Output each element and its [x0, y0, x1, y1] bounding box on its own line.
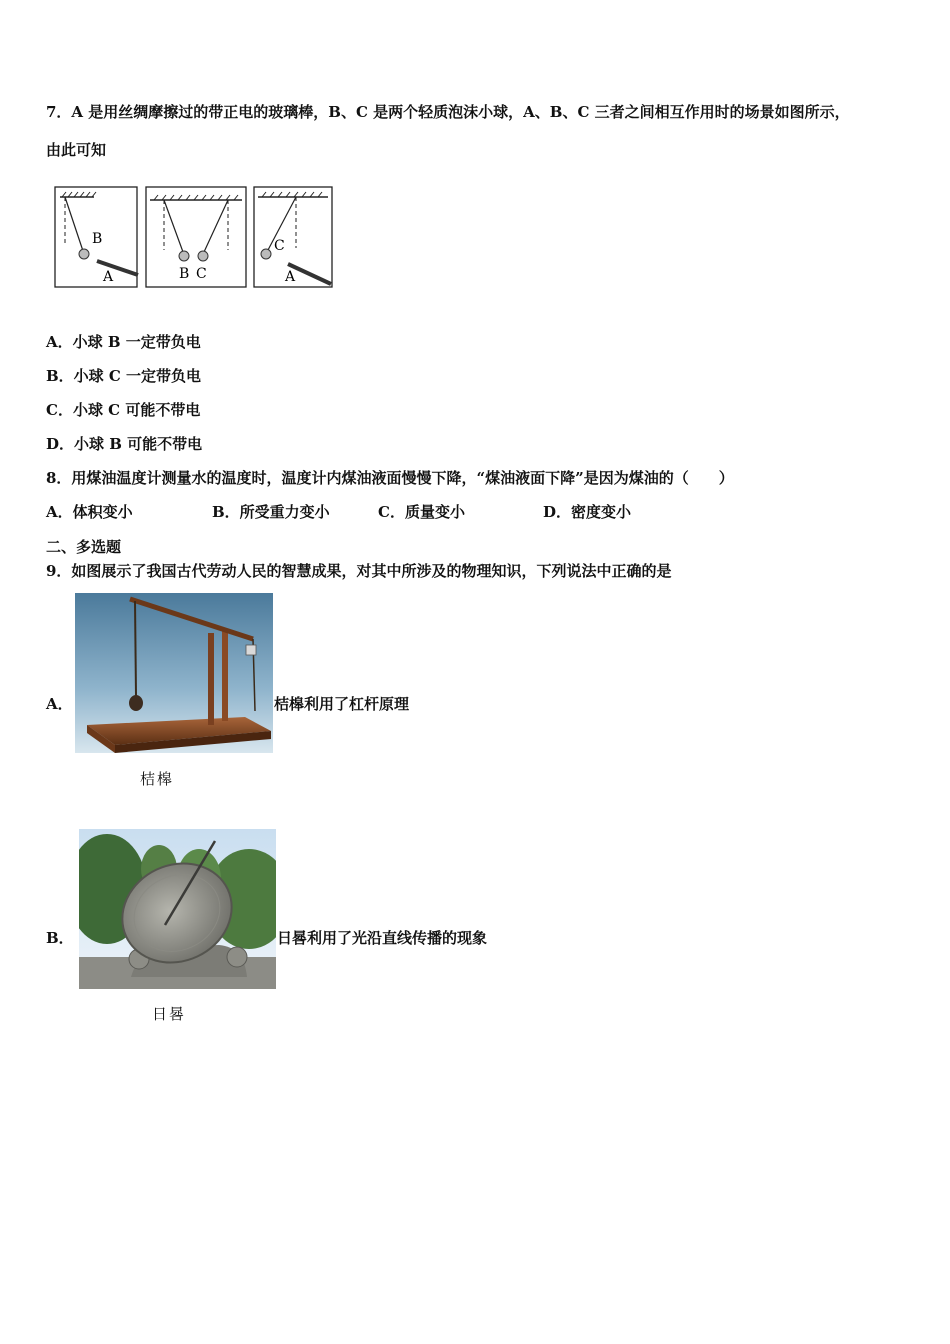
- q7-ball-c: [198, 251, 208, 261]
- q7-label-a3: A: [285, 269, 296, 285]
- shadoof-caption: 桔槔: [140, 770, 175, 788]
- q7-stem-line2: 由此可知: [46, 141, 107, 159]
- q7-label-c: C: [196, 266, 207, 282]
- q7-label-b2: B: [179, 266, 190, 282]
- section-title: 二、多选题: [46, 538, 122, 556]
- q7-ball-b: [79, 249, 89, 259]
- q8-stem: 8．用煤油温度计测量水的温度时，温度计内煤油液面慢慢下降，“煤油液面下降”是因为煤油的（ ）: [46, 469, 734, 487]
- q9-option-b-letter: B．: [46, 929, 74, 947]
- q7-option-d: D．小球 B 可能不带电: [46, 435, 203, 453]
- q7-ball-c3: [261, 249, 271, 259]
- q7-label-b: B: [92, 231, 103, 247]
- shadoof-image: [75, 593, 273, 753]
- q7-panel-2: [146, 187, 246, 287]
- q7-option-b: B．小球 C 一定带负电: [46, 367, 202, 385]
- q9-stem: 9．如图展示了我国古代劳动人民的智慧成果，对其中所涉及的物理知识，下列说法中正确的是: [46, 562, 672, 580]
- q8-option-b: B．所受重力变小: [212, 503, 330, 521]
- q8-option-d: D．密度变小: [543, 503, 632, 521]
- q7-label-c3: C: [274, 238, 285, 254]
- sundial-image: [79, 829, 276, 989]
- q7-option-a: A．小球 B 一定带负电: [46, 333, 201, 351]
- q9-option-b-text: 日晷利用了光沿直线传播的现象: [277, 929, 488, 947]
- q8-option-a: A．体积变小: [46, 503, 133, 521]
- q9-option-a-letter: A．: [46, 695, 73, 713]
- q7-figure: [52, 184, 336, 292]
- q9-option-a-text: 桔槔利用了杠杆原理: [274, 695, 410, 713]
- q7-panel-1: [55, 187, 138, 287]
- q7-stem-line1: 7．A 是用丝绸摩擦过的带正电的玻璃棒，B、C 是两个轻质泡沫小球，A、B、C 三者之间相互作用时的场景如图所示，: [46, 103, 850, 121]
- sundial-caption: 日晷: [152, 1005, 187, 1023]
- q7-label-a: A: [103, 269, 114, 285]
- q7-ball-b2: [179, 251, 189, 261]
- q8-option-c: C．质量变小: [378, 503, 465, 521]
- q7-panel-3: [254, 187, 332, 287]
- q7-option-c: C．小球 C 可能不带电: [46, 401, 201, 419]
